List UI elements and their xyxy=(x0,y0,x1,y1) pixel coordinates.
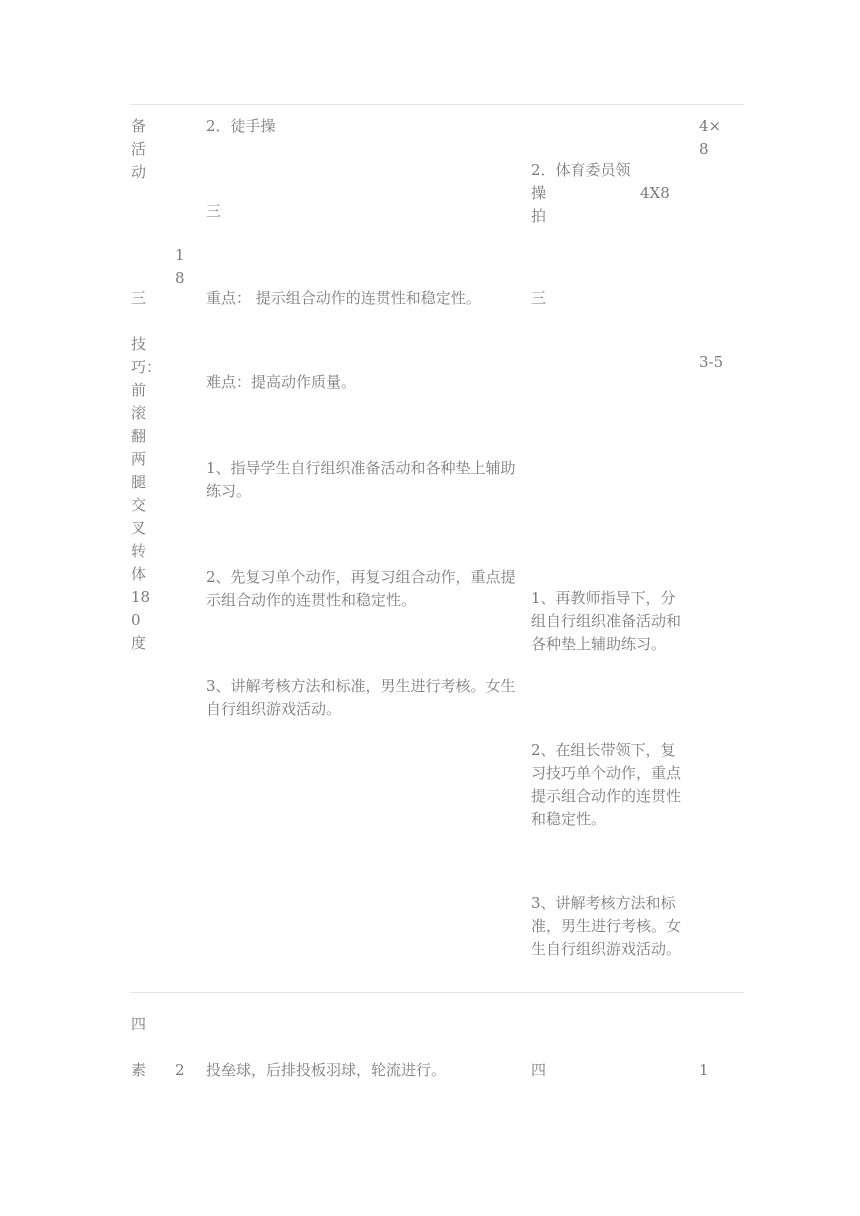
student-step-1: 1、再教师指导下，分组自行组织准备活动和各种垫上辅助练习。 xyxy=(531,589,682,653)
student-leader-line-3: 拍 xyxy=(531,207,547,225)
student-step-3: 3、讲解考核方法和标准，男生进行考核。女生自行组织游戏活动。 xyxy=(531,894,682,958)
key-point: 重点： 提示组合动作的连贯性和稳定性。 xyxy=(206,289,481,307)
student-leader-beat: 4X8 xyxy=(640,184,670,202)
student-leader-line-1: 2．体育委员领 xyxy=(531,161,631,179)
section-label-skill: 技巧：前滚翻两腿交叉转体180度 xyxy=(131,335,162,652)
student-leader-line-2: 操 xyxy=(531,184,547,202)
reps-line-2: 8 xyxy=(699,140,709,158)
table-top-rule xyxy=(130,104,744,105)
time-section-four: 2 xyxy=(175,1061,185,1079)
student-four-marker: 四 xyxy=(531,1061,547,1079)
reps-section-three: 3-5 xyxy=(699,353,724,371)
student-step-2: 2、在组长带领下，复习技巧单个动作，重点提示组合动作的连贯性和稳定性。 xyxy=(531,741,682,828)
section-label-prep-activity: 备活动 xyxy=(131,117,147,181)
reps-section-four: 1 xyxy=(699,1061,709,1079)
throwing-activity: 投垒球，后排投板羽球，轮流进行。 xyxy=(206,1061,447,1079)
teacher-step-3: 3、讲解考核方法和标准，男生进行考核。女生自行组织游戏活动。 xyxy=(206,677,516,718)
difficulty-point: 难点：提高动作质量。 xyxy=(206,373,357,391)
table-section-rule xyxy=(130,992,744,993)
teacher-step-2: 2、先复习单个动作，再复习组合动作，重点提示组合动作的连贯性和稳定性。 xyxy=(206,568,516,609)
item-freehand-exercise: 2．徒手操 xyxy=(206,117,276,135)
teacher-step-1: 1、指导学生自行组织准备活动和各种垫上辅助练习。 xyxy=(206,459,516,500)
item-three-marker: 三 xyxy=(206,202,222,220)
reps-line-1: 4× xyxy=(699,117,722,135)
student-three-marker: 三 xyxy=(531,289,547,307)
time-section-three: 18 xyxy=(175,246,185,287)
section-number-four: 四 xyxy=(131,1015,147,1033)
section-number-three: 三 xyxy=(131,289,147,307)
section-label-su: 素 xyxy=(131,1061,147,1079)
